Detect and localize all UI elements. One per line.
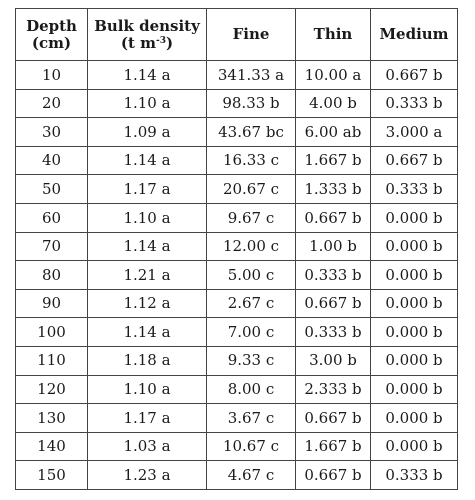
thin-cell: 4.00 b: [296, 89, 371, 118]
thin-cell: 1.667 b: [296, 432, 371, 461]
header-depth-label: Depth: [26, 17, 77, 35]
table-row: [16, 318, 458, 347]
depth-cell: 30: [16, 118, 88, 147]
depth-cell: 140: [16, 432, 88, 461]
fine-cell: 9.67 c: [207, 203, 296, 232]
depth-cell: 150: [16, 461, 88, 490]
header-depth: [16, 9, 88, 61]
table-row: [16, 61, 458, 90]
fine-cell: 43.67 bc: [207, 118, 296, 147]
fine-cell: 8.00 c: [207, 375, 296, 404]
depth-cell: 50: [16, 175, 88, 204]
thin-cell: 1.667 b: [296, 146, 371, 175]
table-row: [16, 203, 458, 232]
fine-cell: 10.67 c: [207, 432, 296, 461]
header-depth-unit: (cm): [31, 33, 72, 52]
medium-cell: 0.333 b: [371, 175, 458, 204]
table-row: [16, 289, 458, 318]
fine-cell: 16.33 c: [207, 146, 296, 175]
thin-cell: 3.00 b: [296, 346, 371, 375]
bulk-density-cell: 1.14 a: [88, 61, 207, 90]
table-row: [16, 432, 458, 461]
thin-cell: 0.667 b: [296, 461, 371, 490]
fine-cell: 7.00 c: [207, 318, 296, 347]
thin-cell: 0.667 b: [296, 289, 371, 318]
table-row: [16, 261, 458, 290]
fine-cell: 9.33 c: [207, 346, 296, 375]
header-fine: Fine: [207, 9, 296, 61]
fine-cell: 341.33 a: [207, 61, 296, 90]
bulk-density-cell: 1.10 a: [88, 203, 207, 232]
header-bulk-density-unit-suffix: ): [166, 33, 174, 52]
thin-cell: 1.333 b: [296, 175, 371, 204]
bulk-density-cell: 1.03 a: [88, 432, 207, 461]
depth-cell: 120: [16, 375, 88, 404]
medium-cell: 0.000 b: [371, 232, 458, 261]
bulk-density-cell: 1.10 a: [88, 89, 207, 118]
bulk-density-cell: 1.10 a: [88, 375, 207, 404]
table-row: [16, 346, 458, 375]
depth-cell: 70: [16, 232, 88, 261]
depth-cell: 110: [16, 346, 88, 375]
medium-cell: 0.667 b: [371, 146, 458, 175]
medium-cell: 0.333 b: [371, 461, 458, 490]
table-row: [16, 175, 458, 204]
header-thin: Thin: [296, 9, 371, 61]
header-bulk-density-unit: [88, 35, 206, 52]
depth-cell: 20: [16, 89, 88, 118]
bulk-density-cell: 1.21 a: [88, 261, 207, 290]
table-row: [16, 118, 458, 147]
medium-cell: 0.000 b: [371, 432, 458, 461]
header-bulk-density-unit-prefix: (t m: [120, 33, 156, 52]
table-body: [16, 61, 458, 490]
table-row: [16, 89, 458, 118]
depth-cell: 40: [16, 146, 88, 175]
fine-cell: 98.33 b: [207, 89, 296, 118]
header-bulk-density: [88, 9, 207, 61]
bulk-density-cell: 1.14 a: [88, 232, 207, 261]
thin-cell: 2.333 b: [296, 375, 371, 404]
table-row: [16, 404, 458, 433]
thin-cell: 10.00 a: [296, 61, 371, 90]
medium-cell: 0.000 b: [371, 404, 458, 433]
header-medium: Medium: [371, 9, 458, 61]
fine-cell: 20.67 c: [207, 175, 296, 204]
table-row: [16, 375, 458, 404]
table-row: [16, 146, 458, 175]
bulk-density-cell: 1.12 a: [88, 289, 207, 318]
thin-cell: 6.00 ab: [296, 118, 371, 147]
header-row: [16, 9, 458, 61]
medium-cell: 0.000 b: [371, 261, 458, 290]
medium-cell: 0.000 b: [371, 318, 458, 347]
thin-cell: 0.333 b: [296, 318, 371, 347]
thin-cell: 0.667 b: [296, 203, 371, 232]
bulk-density-cell: 1.18 a: [88, 346, 207, 375]
bulk-density-cell: 1.09 a: [88, 118, 207, 147]
bulk-density-cell: 1.23 a: [88, 461, 207, 490]
medium-cell: 0.000 b: [371, 346, 458, 375]
table-row: [16, 232, 458, 261]
medium-cell: 0.667 b: [371, 61, 458, 90]
fine-cell: 2.67 c: [207, 289, 296, 318]
bulk-density-cell: 1.14 a: [88, 318, 207, 347]
medium-cell: 3.000 a: [371, 118, 458, 147]
depth-cell: 90: [16, 289, 88, 318]
depth-cell: 80: [16, 261, 88, 290]
depth-cell: 100: [16, 318, 88, 347]
thin-cell: 1.00 b: [296, 232, 371, 261]
depth-cell: 130: [16, 404, 88, 433]
medium-cell: 0.000 b: [371, 289, 458, 318]
fine-cell: 4.67 c: [207, 461, 296, 490]
bulk-density-cell: 1.14 a: [88, 146, 207, 175]
table-row: [16, 461, 458, 490]
header-bulk-density-label: Bulk density: [94, 17, 200, 35]
fine-cell: 12.00 c: [207, 232, 296, 261]
medium-cell: 0.000 b: [371, 203, 458, 232]
depth-cell: 10: [16, 61, 88, 90]
data-table: [15, 8, 458, 490]
header-bulk-density-unit-exponent: -3: [156, 35, 166, 46]
bulk-density-cell: 1.17 a: [88, 404, 207, 433]
thin-cell: 0.333 b: [296, 261, 371, 290]
depth-cell: 60: [16, 203, 88, 232]
bulk-density-cell: 1.17 a: [88, 175, 207, 204]
fine-cell: 5.00 c: [207, 261, 296, 290]
medium-cell: 0.000 b: [371, 375, 458, 404]
thin-cell: 0.667 b: [296, 404, 371, 433]
medium-cell: 0.333 b: [371, 89, 458, 118]
fine-cell: 3.67 c: [207, 404, 296, 433]
